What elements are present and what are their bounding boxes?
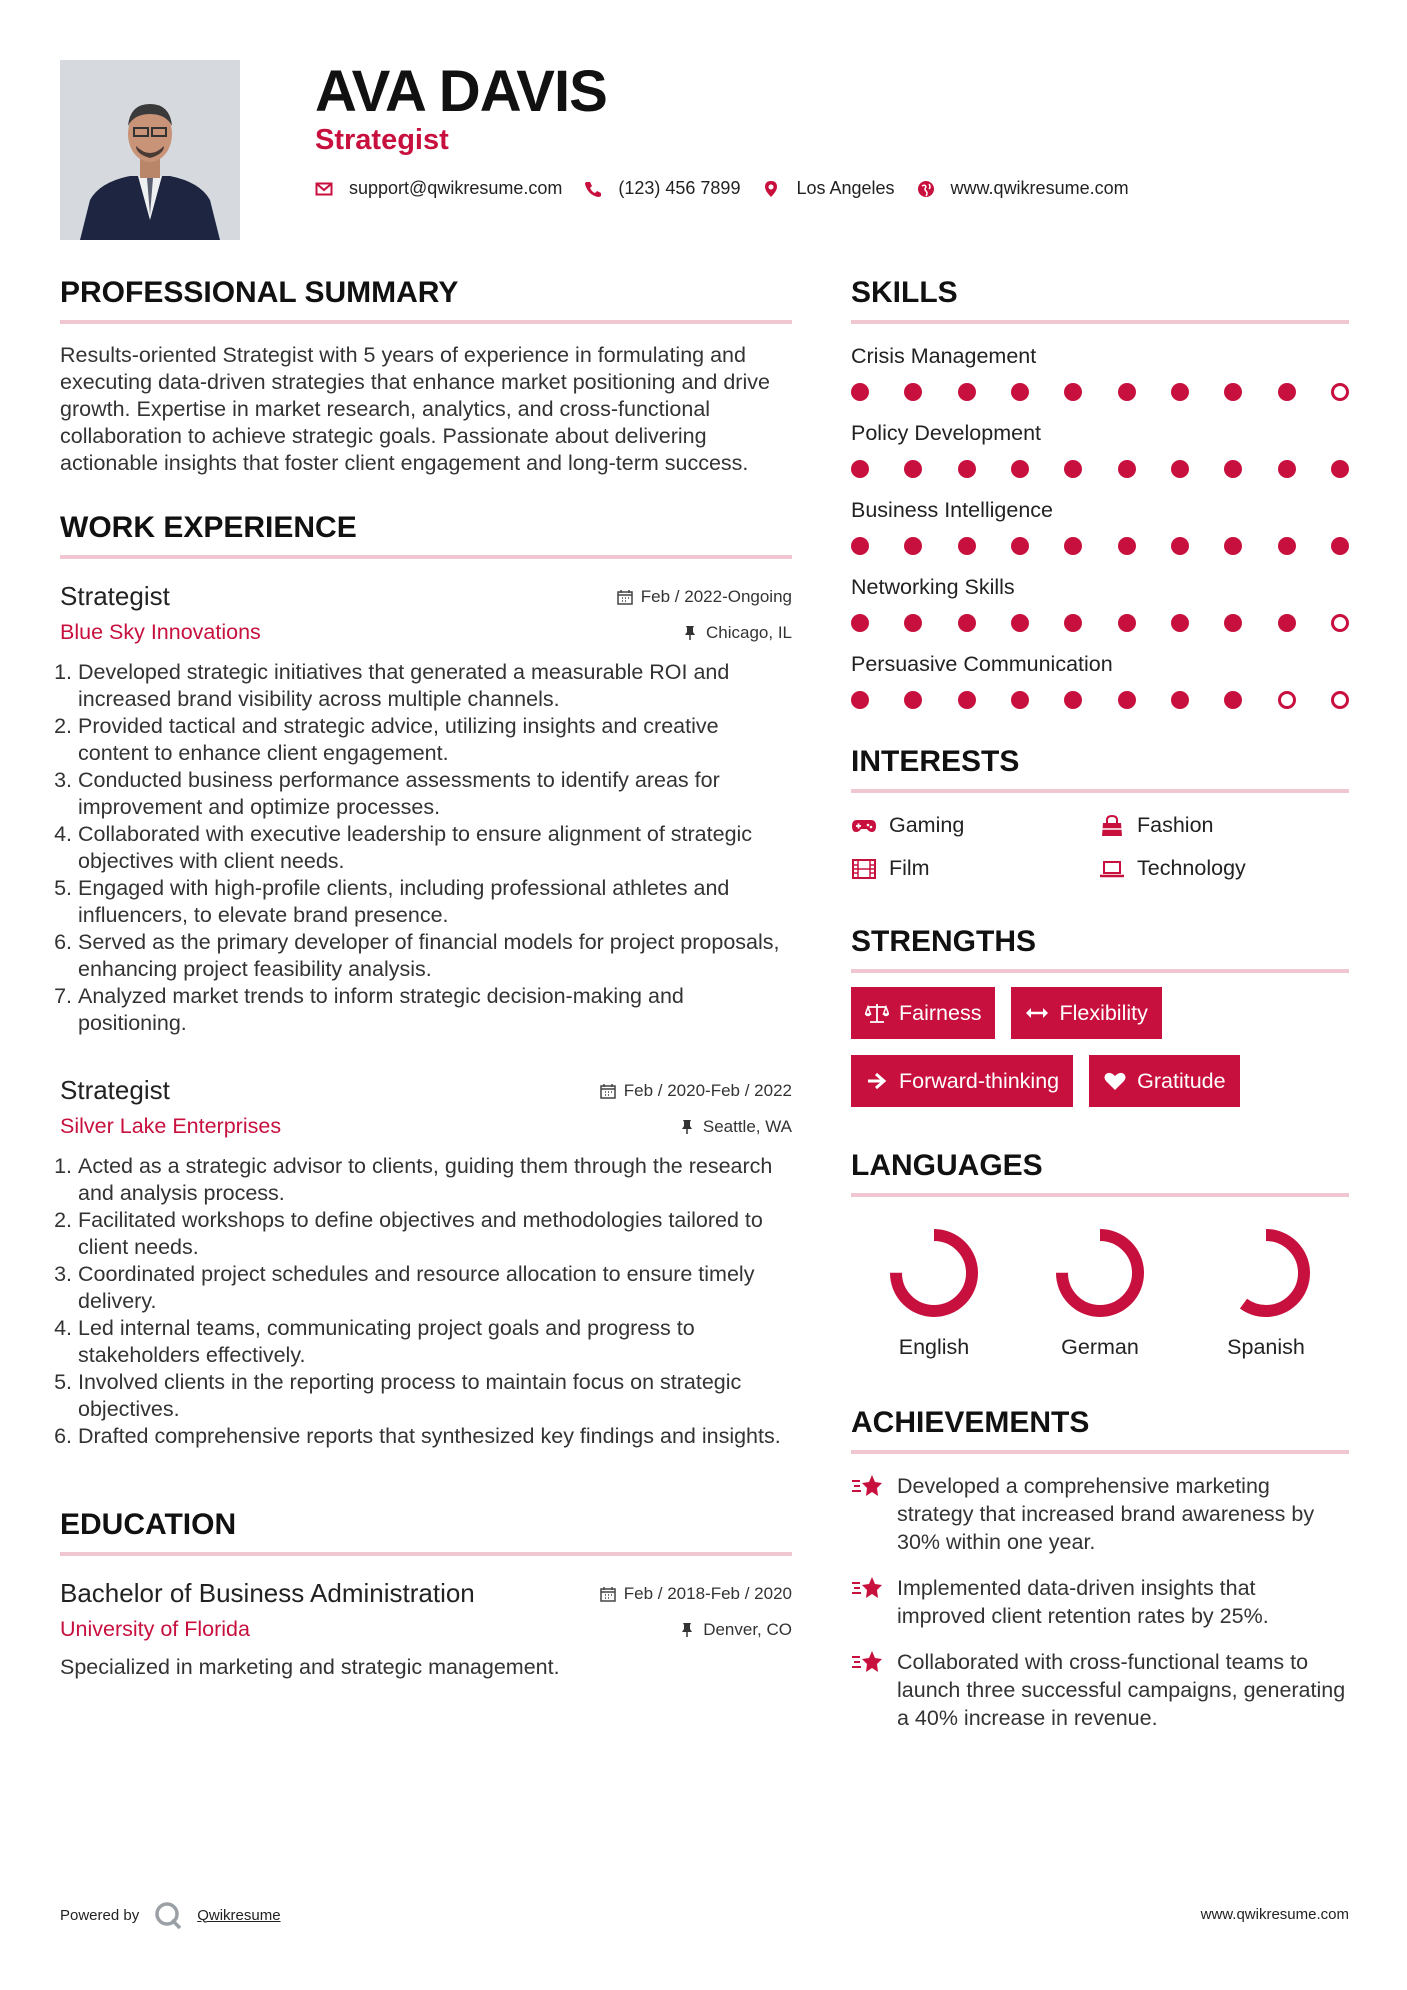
arrows-horizontal-icon xyxy=(1025,1002,1049,1024)
strength-badge xyxy=(851,1055,1073,1107)
education-entry xyxy=(60,1578,792,1681)
rating-dot-filled xyxy=(1118,460,1136,478)
achievement-item xyxy=(851,1574,1349,1630)
achievement-text: Implemented data-driven insights that improved client retention rates by 25%. xyxy=(897,1576,1269,1628)
achievements-heading: ACHIEVEMENTS xyxy=(851,1406,1349,1454)
contact-phone[interactable] xyxy=(584,178,740,199)
shooting-star-icon xyxy=(851,1472,885,1500)
contact-bar xyxy=(315,178,1151,199)
profile-photo xyxy=(60,60,240,240)
pin-icon xyxy=(679,1119,695,1135)
rating-dot-filled xyxy=(1011,614,1029,632)
website-text: www.qwikresume.com xyxy=(950,178,1129,198)
job-date-text: Feb / 2020-Feb / 2022 xyxy=(623,1081,792,1100)
strength-label: Forward-thinking xyxy=(899,1068,1060,1093)
interest-item xyxy=(1099,813,1347,838)
rating-dot-filled xyxy=(851,691,869,709)
laptop-icon xyxy=(1099,858,1125,880)
job-title: Strategist xyxy=(60,1075,170,1105)
interest-label: Gaming xyxy=(889,813,965,837)
right-column xyxy=(851,276,1349,1732)
achievements-list xyxy=(851,1472,1349,1732)
rating-dot-filled xyxy=(1064,537,1082,555)
powered-by-text: Powered by xyxy=(60,1906,140,1924)
education-date-text: Feb / 2018-Feb / 2020 xyxy=(623,1584,792,1603)
list-item: 1. Developed strategic initiatives that generated a measurable ROI and increased brand visibility across multiple channels. xyxy=(78,659,792,713)
brand-link[interactable]: Qwikresume xyxy=(197,1906,281,1924)
education-location-text: Denver, CO xyxy=(703,1619,792,1639)
company-name: Blue Sky Innovations xyxy=(60,620,261,644)
candidate-title: Strategist xyxy=(315,124,449,156)
rating-dot-filled xyxy=(1118,537,1136,555)
balance-scale-icon xyxy=(865,1002,889,1024)
footer-powered-by xyxy=(60,1900,281,1930)
strength-label: Flexibility xyxy=(1059,1000,1148,1025)
rating-dot-filled xyxy=(1118,691,1136,709)
rating-dot-filled xyxy=(1224,460,1242,478)
interest-item xyxy=(851,856,1099,881)
skill-rating xyxy=(851,691,1349,709)
calendar-icon xyxy=(600,1083,616,1099)
work-heading: WORK EXPERIENCE xyxy=(60,511,792,559)
education-date xyxy=(600,1584,792,1604)
language-item xyxy=(851,1223,1017,1360)
rating-dot-filled xyxy=(1224,537,1242,555)
rating-dot-filled xyxy=(904,614,922,632)
skill-name: Business Intelligence xyxy=(851,498,1053,522)
skill-rating xyxy=(851,383,1349,401)
interests-heading: INTERESTS xyxy=(851,745,1349,793)
pin-icon xyxy=(679,1622,695,1638)
rating-dot-filled xyxy=(1278,537,1296,555)
rating-dot-filled xyxy=(1224,691,1242,709)
rating-dot-filled xyxy=(1011,691,1029,709)
rating-dot-empty xyxy=(1331,614,1349,632)
list-item: 3. Conducted business performance assessments to identify areas for improvement and optimize processes. xyxy=(78,767,792,821)
envelope-icon xyxy=(315,180,333,198)
language-level-arc xyxy=(1228,1235,1304,1311)
list-item: 2. Facilitated workshops to define objectives and methodologies tailored to client needs. xyxy=(78,1207,792,1261)
language-ring xyxy=(1216,1223,1316,1323)
school-name: University of Florida xyxy=(60,1617,250,1641)
job-location-text: Chicago, IL xyxy=(706,622,792,642)
shopping-bag-icon xyxy=(1099,815,1125,837)
list-item: 3. Coordinated project schedules and resource allocation to ensure timely delivery. xyxy=(78,1261,792,1315)
skill-item xyxy=(851,421,1349,478)
language-ring xyxy=(1050,1223,1150,1323)
rating-dot-filled xyxy=(851,537,869,555)
skills-list xyxy=(851,344,1349,709)
interests-grid xyxy=(851,813,1349,881)
list-item: 6. Drafted comprehensive reports that synthesized key findings and insights. xyxy=(78,1423,792,1450)
list-item: 6. Served as the primary developer of financial models for project proposals, enhancing project feasibility analysis. xyxy=(78,929,792,983)
rating-dot-filled xyxy=(1171,614,1189,632)
achievement-item xyxy=(851,1472,1349,1556)
job-location xyxy=(682,623,792,643)
strength-badge xyxy=(851,987,995,1039)
language-level-arc xyxy=(896,1235,972,1311)
education-heading: EDUCATION xyxy=(60,1508,792,1556)
interest-item xyxy=(851,813,1099,838)
contact-website[interactable] xyxy=(917,178,1129,199)
skill-item xyxy=(851,498,1349,555)
interest-label: Technology xyxy=(1137,856,1246,880)
rating-dot-filled xyxy=(904,460,922,478)
rating-dot-filled xyxy=(958,383,976,401)
skill-name: Policy Development xyxy=(851,421,1042,445)
strengths-list xyxy=(851,987,1349,1123)
list-item: 2. Provided tactical and strategic advice, utilizing insights and creative content to enhance client engagement. xyxy=(78,713,792,767)
degree-title: Bachelor of Business Administration xyxy=(60,1578,475,1608)
language-ring xyxy=(884,1223,984,1323)
skill-rating xyxy=(851,614,1349,632)
interest-label: Film xyxy=(889,856,930,880)
rating-dot-filled xyxy=(1331,537,1349,555)
contact-email[interactable] xyxy=(315,178,562,199)
rating-dot-filled xyxy=(851,460,869,478)
film-icon xyxy=(851,858,877,880)
list-item: 4. Collaborated with executive leadership to ensure alignment of strategic objectives with client needs. xyxy=(78,821,792,875)
rating-dot-filled xyxy=(904,383,922,401)
calendar-icon xyxy=(617,589,633,605)
interest-label: Fashion xyxy=(1137,813,1214,837)
list-item: 5. Involved clients in the reporting process to maintain focus on strategic objectives. xyxy=(78,1369,792,1423)
skill-item xyxy=(851,652,1349,709)
candidate-name: AVA DAVIS xyxy=(315,59,607,124)
language-name: German xyxy=(1061,1335,1139,1359)
rating-dot-filled xyxy=(1224,614,1242,632)
strength-badge xyxy=(1089,1055,1239,1107)
list-item: 7. Analyzed market trends to inform strategic decision-making and positioning. xyxy=(78,983,792,1037)
job-date xyxy=(600,1081,792,1101)
rating-dot-filled xyxy=(1011,383,1029,401)
strength-label: Gratitude xyxy=(1137,1068,1226,1093)
phone-icon xyxy=(584,180,602,198)
pin-icon xyxy=(682,625,698,641)
education-note: Specialized in marketing and strategic management. xyxy=(60,1655,560,1679)
summary-heading: PROFESSIONAL SUMMARY xyxy=(60,276,792,324)
rating-dot-filled xyxy=(1011,537,1029,555)
rating-dot-filled xyxy=(1171,537,1189,555)
rating-dot-filled xyxy=(1064,460,1082,478)
rating-dot-filled xyxy=(1171,691,1189,709)
job-location-text: Seattle, WA xyxy=(702,1116,792,1136)
rating-dot-filled xyxy=(1224,383,1242,401)
skill-name: Networking Skills xyxy=(851,575,1015,599)
list-item: 5. Engaged with high-profile clients, including professional athletes and influencers, to elevate brand presence. xyxy=(78,875,792,929)
skill-rating xyxy=(851,460,1349,478)
achievement-item xyxy=(851,1648,1349,1732)
skill-item xyxy=(851,344,1349,401)
email-text: support@qwikresume.com xyxy=(349,178,563,198)
rating-dot-filled xyxy=(851,614,869,632)
skill-name: Persuasive Communication xyxy=(851,652,1113,676)
rating-dot-filled xyxy=(1278,614,1296,632)
qwikresume-logo-icon xyxy=(153,1900,183,1930)
job-bullets xyxy=(60,659,792,1037)
rating-dot-filled xyxy=(1064,383,1082,401)
left-column xyxy=(60,276,792,1681)
strength-label: Fairness xyxy=(899,1000,982,1025)
rating-dot-filled xyxy=(1064,691,1082,709)
rating-dot-filled xyxy=(1171,383,1189,401)
phone-text: (123) 456 7899 xyxy=(618,178,741,198)
summary-text: Results-oriented Strategist with 5 years of experience in formulating and executing data-driven strategies that enhance market positioning and drive growth. Expertise in market research, analytics, and cross-functional collaboration to achieve strategic goals. Passionate about delivering actionable insights that foster client engagement and long-term success. xyxy=(60,343,770,475)
rating-dot-filled xyxy=(1278,383,1296,401)
job-date-text: Feb / 2022-Ongoing xyxy=(640,587,792,606)
achievement-text: Developed a comprehensive marketing strategy that increased brand awareness by 30% within one year. xyxy=(897,1474,1315,1554)
rating-dot-filled xyxy=(1118,383,1136,401)
strength-badge xyxy=(1011,987,1161,1039)
rating-dot-filled xyxy=(1331,460,1349,478)
language-level-arc xyxy=(1062,1235,1138,1311)
rating-dot-filled xyxy=(958,691,976,709)
rating-dot-filled xyxy=(1064,614,1082,632)
company-name: Silver Lake Enterprises xyxy=(60,1114,282,1138)
shooting-star-icon xyxy=(851,1574,885,1602)
rating-dot-filled xyxy=(904,537,922,555)
language-name: English xyxy=(898,1335,970,1359)
rating-dot-empty xyxy=(1331,383,1349,401)
language-item xyxy=(1183,1223,1349,1360)
rating-dot-filled xyxy=(1278,460,1296,478)
rating-dot-empty xyxy=(1278,691,1296,709)
list-item: 4. Led internal teams, communicating project goals and progress to stakeholders effectively. xyxy=(78,1315,792,1369)
skill-rating xyxy=(851,537,1349,555)
rating-dot-filled xyxy=(958,614,976,632)
rating-dot-filled xyxy=(1118,614,1136,632)
arrow-right-icon xyxy=(865,1070,889,1092)
job-location xyxy=(679,1117,792,1137)
achievement-text: Collaborated with cross-functional teams to launch three successful campaigns, generating a 40% increase in revenue. xyxy=(897,1650,1346,1730)
job-entry xyxy=(60,581,792,1037)
skills-heading: SKILLS xyxy=(851,276,1349,324)
job-entry xyxy=(60,1075,792,1450)
rating-dot-filled xyxy=(958,537,976,555)
languages-list xyxy=(851,1223,1349,1360)
rating-dot-filled xyxy=(851,383,869,401)
job-title: Strategist xyxy=(60,581,170,611)
rating-dot-filled xyxy=(1171,460,1189,478)
footer-website[interactable]: www.qwikresume.com xyxy=(1200,1906,1349,1923)
education-location xyxy=(679,1620,792,1640)
strengths-heading: STRENGTHS xyxy=(851,925,1349,973)
skill-item xyxy=(851,575,1349,632)
skill-name: Crisis Management xyxy=(851,344,1037,368)
language-name: Spanish xyxy=(1227,1335,1305,1359)
heart-icon xyxy=(1103,1070,1127,1092)
location-text: Los Angeles xyxy=(796,178,895,198)
list-item: 1. Acted as a strategic advisor to clients, guiding them through the research and analysis process. xyxy=(78,1153,792,1207)
job-date xyxy=(617,587,792,607)
map-marker-icon xyxy=(762,180,780,198)
language-item xyxy=(1017,1223,1183,1360)
gamepad-icon xyxy=(851,815,877,837)
rating-dot-filled xyxy=(1011,460,1029,478)
contact-location xyxy=(762,178,894,199)
rating-dot-filled xyxy=(904,691,922,709)
job-bullets xyxy=(60,1153,792,1450)
shooting-star-icon xyxy=(851,1648,885,1676)
interest-item xyxy=(1099,856,1347,881)
languages-heading: LANGUAGES xyxy=(851,1149,1349,1197)
globe-icon xyxy=(917,180,935,198)
rating-dot-filled xyxy=(958,460,976,478)
calendar-icon xyxy=(600,1586,616,1602)
rating-dot-empty xyxy=(1331,691,1349,709)
